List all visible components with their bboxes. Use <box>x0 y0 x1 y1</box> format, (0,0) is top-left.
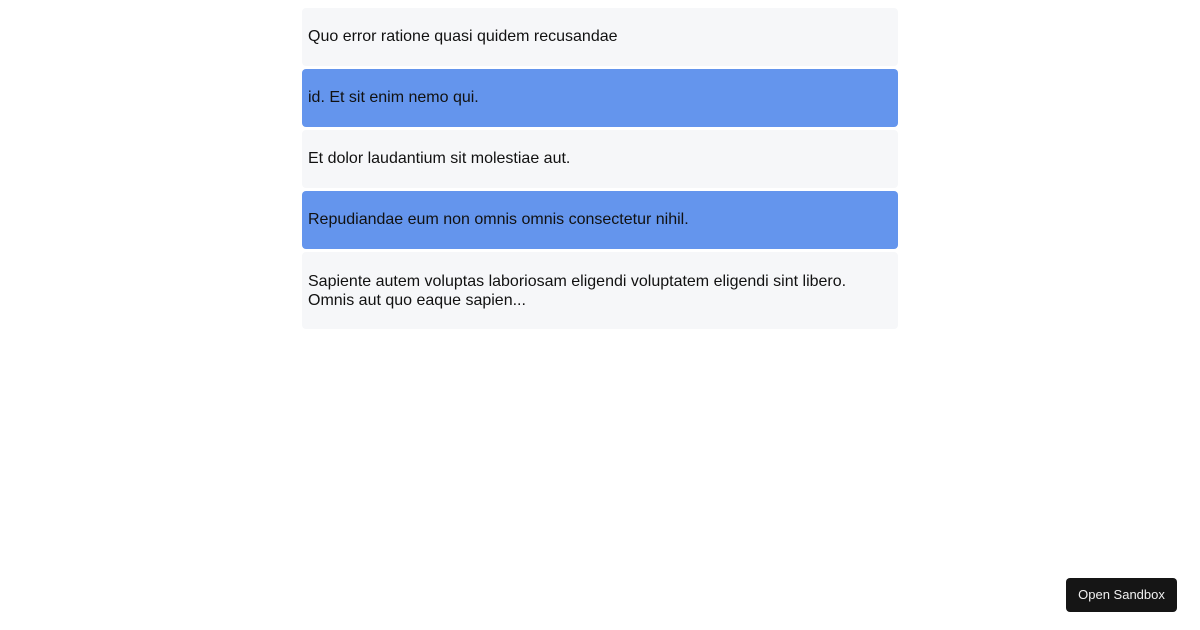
list-item-selected[interactable]: Repudiandae eum non omnis omnis consectetur nihil. <box>302 191 898 249</box>
list-item[interactable]: Sapiente autem voluptas laboriosam eligendi voluptatem eligendi sint libero. Omnis aut quo eaque sapien... <box>302 252 898 329</box>
list-item[interactable]: Quo error ratione quasi quidem recusandae <box>302 8 898 66</box>
item-list <box>302 8 898 329</box>
list-item[interactable]: Et dolor laudantium sit molestiae aut. <box>302 130 898 188</box>
list-item-selected[interactable]: id. Et sit enim nemo qui. <box>302 69 898 127</box>
open-sandbox-button[interactable]: Open Sandbox <box>1066 578 1177 612</box>
